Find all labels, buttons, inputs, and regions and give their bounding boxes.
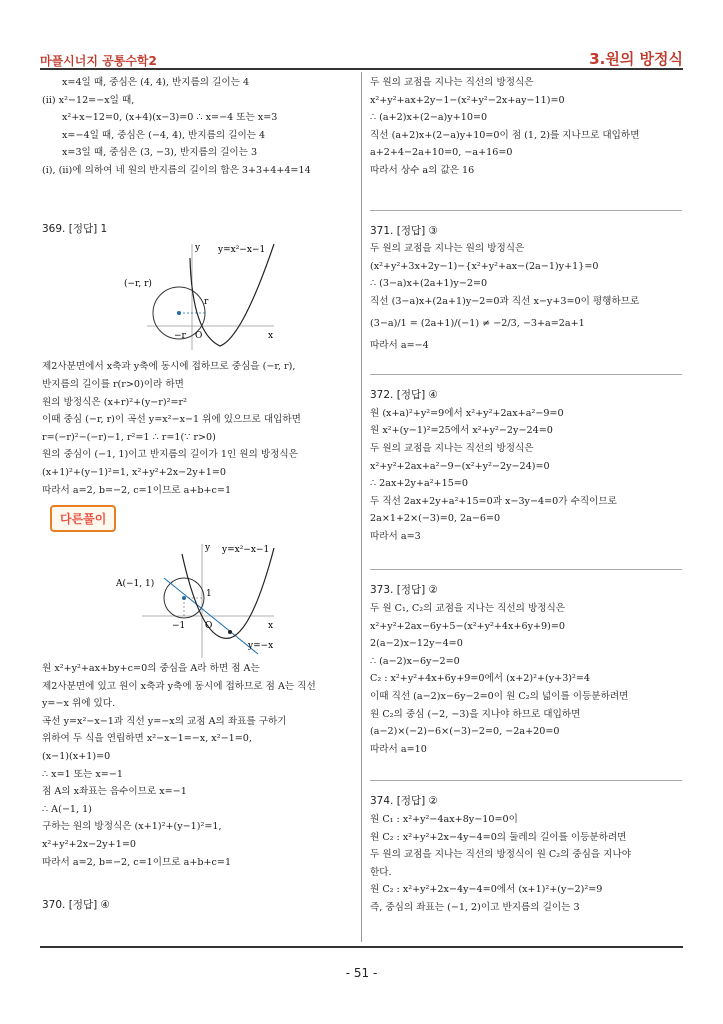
x-axis-label: x	[268, 331, 274, 342]
origin-label: O	[205, 621, 213, 632]
text-line: 직선 (a+2)x+(2−a)y+10=0이 점 (1, 2)를 지나므로 대입하면	[370, 129, 640, 141]
header-rule	[40, 68, 683, 70]
text-line: 곡선 y=x²−x−1과 직선 y=−x의 교점 A의 좌표를 구하기	[42, 715, 287, 727]
text-line: (ⅱ) x²−12=−x일 때,	[42, 94, 135, 106]
answer-369-heading: 369. [정답] 1	[42, 222, 108, 235]
text-line: (x+1)²+(y−1)²=1, x²+y²+2x−2y+1=0	[42, 466, 227, 478]
text-line: 구하는 원의 방정식은 (x+1)²+(y−1)²=1,	[42, 821, 222, 833]
center-label: (−r, r)	[124, 279, 152, 290]
one-label: 1	[206, 589, 212, 600]
text-line: 두 원의 교점을 지나는 직선의 방정식이 원 C₂의 중심을 지나야	[370, 849, 632, 861]
radius-label: r	[204, 297, 209, 308]
text-line: x=3일 때, 중심은 (3, −3), 반지름의 길이는 3	[62, 147, 258, 159]
text-line: 한다.	[370, 866, 392, 878]
text-line: 원의 방정식은 (x+r)²+(y−r)²=r²	[42, 396, 187, 408]
text-line: (ⅰ), (ⅱ)에 의하여 네 원의 반지름의 길이의 합은 3+3+4+4=14	[42, 164, 311, 176]
text-line: ∴ (a+2)x+(2−a)y+10=0	[370, 112, 488, 124]
text-line: 두 직선 2ax+2y+a²+15=0과 x−3y−4=0가 수직이므로	[370, 495, 617, 507]
point-a-label: A(−1, 1)	[116, 579, 155, 590]
left-column	[42, 74, 356, 914]
text-line: ∴ (a−2)x−6y−2=0	[370, 655, 460, 667]
text-line: 원 C₂ : x²+y²+2x−4y−4=0에서 (x+1)²+(y−2)²=9	[370, 884, 603, 896]
origin-label: O	[195, 331, 203, 342]
text-line: 점 A의 x좌표는 음수이므로 x=−1	[42, 786, 187, 798]
text-line: 원 C₂의 중심 (−2, −3)을 지나야 하므로 대입하면	[370, 708, 581, 720]
text-line: 두 원의 교점을 지나는 직선의 방정식은	[370, 77, 534, 88]
text-line: 원의 중심이 (−1, 1)이고 반지름의 길이가 1인 원의 방정식은	[42, 449, 298, 461]
book-title: 마플시너지 공통수학2	[40, 54, 157, 68]
text-line: x²+y²+2x−2y+1=0	[42, 839, 136, 851]
text-line: 원 (x+a)²+y²=9에서 x²+y²+2ax+a²−9=0	[370, 407, 564, 419]
text-line: 직선 (3−a)x+(2a+1)y−2=0과 직선 x−y+3=0이 평행하므로	[370, 295, 640, 307]
answer-370-heading: 370. [정답] ④	[42, 898, 110, 911]
text-line: 즉, 중심의 좌표는 (−1, 2)이고 반지름의 길이는 3	[370, 901, 580, 913]
text-line: 원 C₁ : x²+y²−4ax+8y−10=0이	[370, 814, 518, 825]
text-line: 위하여 두 식을 연립하면 x²−x−1=−x, x²−1=0,	[42, 733, 252, 745]
page-number: - 51 -	[345, 966, 378, 980]
column-divider	[361, 72, 362, 942]
alternate-solution-badge: 다른풀이	[50, 505, 116, 532]
curve-label: y=x²−x−1	[218, 245, 266, 256]
text-line: ∴ 2ax+2y+a²+15=0	[370, 478, 468, 490]
text-line: (x²+y²+3x+2y−1)−{x²+y²+ax−(2a−1)y+1}=0	[370, 260, 599, 272]
text-line: 따라서 a=10	[370, 743, 427, 755]
text-line: (a−2)×(−2)−6×(−3)−2=0, −2a+20=0	[370, 726, 560, 738]
text-line: (3−a)/1 = (2a+1)/(−1) ≠ −2/3, −3+a=2a+1	[370, 317, 585, 329]
text-line: x²+y²+ax+2y−1−(x²+y²−2x+ay−11)=0	[370, 94, 565, 106]
y-axis-label: y	[195, 243, 201, 254]
text-line: 이때 중심 (−r, r)이 곡선 y=x²−x−1 위에 있으므로 대입하면	[42, 414, 301, 426]
text-line: (x−1)(x+1)=0	[42, 751, 111, 763]
answer-372-heading: 372. [정답] ④	[370, 389, 438, 402]
text-line: 원 x²+(y−1)²=25에서 x²+y²−2y−24=0	[370, 425, 553, 437]
text-line: 따라서 a=2, b=−2, c=1이므로 a+b+c=1	[42, 484, 232, 496]
text-line: x²+x−12=0, (x+4)(x−3)=0 ∴ x=−4 또는 x=3	[62, 112, 278, 124]
text-line: x=−4일 때, 중심은 (−4, 4), 반지름의 길이는 4	[62, 129, 266, 141]
neg-one-label: −1	[172, 621, 186, 632]
text-line: ∴ A(−1, 1)	[42, 803, 92, 815]
text-line: 두 원 C₁, C₂의 교점을 지나는 직선의 방정식은	[370, 603, 566, 615]
text-line: 제2사분면에 있고 원이 x축과 y축에 동시에 접하므로 점 A는 직선	[42, 680, 316, 692]
text-line: r=(−r)²−(−r)−1, r²=1 ∴ r=1(∵ r>0)	[42, 431, 216, 443]
text-line: a+2+4−2a+10=0, −a+16=0	[370, 147, 513, 159]
text-line: 따라서 a=2, b=−2, c=1이므로 a+b+c=1	[42, 856, 232, 868]
text-line: 반지름의 길이를 r(r>0)이라 하면	[42, 378, 184, 390]
text-line: x=4일 때, 중심은 (4, 4), 반지름의 길이는 4	[62, 77, 250, 88]
text-line: y=−x 위에 있다.	[42, 698, 116, 710]
text-line: 두 원의 교점을 지나는 원의 방정식은	[370, 243, 525, 255]
answer-374-heading: 374. [정답] ②	[370, 795, 438, 808]
right-column	[370, 74, 682, 917]
text-line: 원 x²+y²+ax+by+c=0의 중심을 A라 하면 점 A는	[42, 663, 260, 675]
text-line: 2a×1+2×(−3)=0, 2a−6=0	[370, 513, 501, 525]
graph-369-alt	[42, 540, 356, 660]
text-line: ∴ x=1 또는 x=−1	[42, 768, 123, 780]
footer-rule	[40, 946, 683, 948]
y-axis-label: y	[205, 543, 211, 554]
answer-373-heading: 373. [정답] ②	[370, 584, 438, 597]
graph-369-main	[42, 238, 356, 358]
text-line: x²+y²+2ax−6y+5−(x²+y²+4x+6y+9)=0	[370, 620, 566, 632]
text-line: 제2사분면에서 x축과 y축에 동시에 접하므로 중심을 (−r, r),	[42, 361, 296, 373]
text-line: 이때 직선 (a−2)x−6y−2=0이 원 C₂의 넓이를 이등분하려면	[370, 691, 629, 703]
line-label: y=−x	[248, 641, 274, 652]
answer-371-heading: 371. [정답] ③	[370, 224, 438, 237]
text-line: 따라서 a=−4	[370, 339, 429, 351]
text-line: 2(a−2)x−12y−4=0	[370, 638, 463, 650]
text-line: 두 원의 교점을 지나는 직선의 방정식은	[370, 442, 534, 454]
chapter-title: 3.원의 방정식	[589, 50, 683, 68]
neg-r-label: −r	[174, 331, 186, 342]
curve-label: y=x²−x−1	[222, 545, 270, 556]
x-axis-label: x	[268, 621, 274, 632]
text-line: ∴ (3−a)x+(2a+1)y−2=0	[370, 278, 488, 290]
text-line: 따라서 상수 a의 값은 16	[370, 164, 475, 176]
text-line: C₂ : x²+y²+4x+6y+9=0에서 (x+2)²+(y+3)²=4	[370, 673, 591, 685]
text-line: 원 C₂ : x²+y²+2x−4y−4=0의 둘레의 길이를 이등분하려면	[370, 831, 627, 843]
text-line: x²+y²+2ax+a²−9−(x²+y²−2y−24)=0	[370, 460, 550, 472]
text-line: 따라서 a=3	[370, 530, 421, 542]
